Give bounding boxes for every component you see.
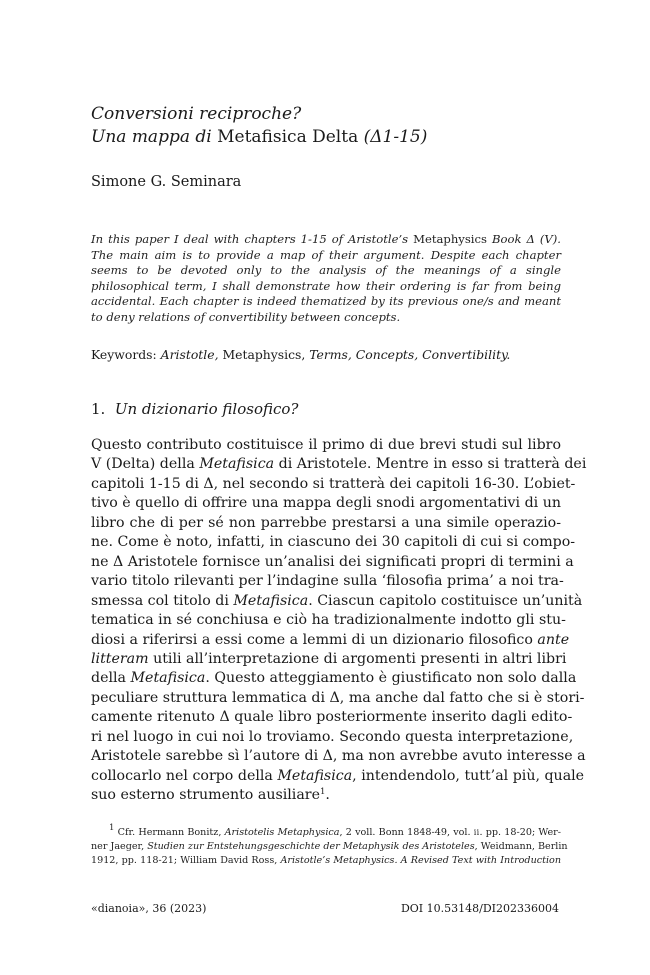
body-line: capitoli 1-15 di Δ, nel secondo si tratterà dei capitoli 16-30. L’obiet- — [91, 475, 576, 492]
body-line: Questo contributo costituisce il primo di due brevi studi sul libro — [91, 437, 561, 453]
body-line: peculiare struttura lemmatica di Δ, ma anche dal fatto che si è stori- — [91, 689, 585, 706]
footnote — [91, 823, 568, 869]
body-line: litteram utili all’interpretazione di argomenti presenti in altri libri — [91, 650, 567, 667]
body-line: suo esterno strumento ausiliare$^1$. — [91, 787, 330, 804]
body-line: camente ritenuto Δ quale libro posteriormente inserito dagli edito- — [91, 709, 573, 726]
footnote-line: 1912, pp. 118-21; William David Ross, Aristotle’s Metaphysics. A Revised Text with Introduction — [91, 855, 562, 867]
footnote-line: ner Jaeger, Studien zur Entstehungsgeschichte der Metaphysik des Aristoteles, Weidmann, Berlin — [91, 841, 568, 853]
body-line: ri nel luogo in cui noi lo troviamo. Secondo questa interpretazione, — [91, 728, 574, 745]
body-line: tivo è quello di offrire una mappa degli snodi argomentativi di un — [91, 495, 561, 512]
footnote-reference[interactable]: 1 — [319, 787, 326, 798]
journal-citation: «dianoia», 36 (2023) — [91, 902, 207, 915]
abstract-work: Metaphysics — [413, 232, 487, 246]
footnote-mark: 1 — [109, 823, 115, 833]
body-line: ne. Come è noto, infatti, in ciascuno dei 30 capitoli di cui si compo- — [91, 534, 576, 551]
section-heading — [91, 400, 298, 418]
body-line: smessa col titolo di Metafisica. Ciascun capitolo costituisce un’unità — [91, 592, 583, 609]
body-paragraph — [91, 436, 587, 806]
body-line: Aristotele sarebbe sì l’autore di Δ, ma non avrebbe avuto interesse a — [91, 748, 586, 765]
section-title: Un dizionario filosofico? — [114, 400, 299, 418]
section-number: 1. — [91, 400, 106, 418]
title-line-2: Una mappa di Metafisica Delta (Δ1-15) — [91, 127, 428, 147]
body-line: vario titolo rilevanti per l’indagine sulla ‘filosofia prima’ a noi tra- — [91, 573, 564, 590]
body-line: collocarlo nel corpo della Metafisica, intendendolo, tutt’al più, quale — [91, 767, 585, 784]
body-line: tematica in sé conchiusa e ciò ha tradizionalmente indotto gli stu- — [91, 612, 566, 629]
body-line: libro che di per sé non parrebbe prestarsi a una simile operazio- — [91, 514, 561, 531]
body-line: ne Δ Aristotele fornisce un’analisi dei significati propri di termini a — [91, 553, 574, 570]
author-name: Simone G. Seminara — [91, 174, 242, 190]
keywords-label: Keywords: — [91, 347, 161, 362]
body-line: diosi a riferirsi a essi come a lemmi di un dizionario filosofico ante — [91, 631, 570, 648]
keywords: Keywords: Aristotle, Metaphysics, Terms, Concepts, Convertibility. — [91, 347, 511, 362]
footnote-line: $^1$ Cfr. Hermann Bonitz, Aristotelis Metaphysica, 2 voll. Bonn 1848-49, vol. ii. pp. 18-20; Wer- — [109, 823, 561, 838]
title-work: Metafisica Delta — [217, 127, 359, 147]
body-line: V (Delta) della Metafisica di Aristotele. Mentre in esso si tratterà dei — [91, 456, 587, 473]
body-line: della Metafisica. Questo atteggiamento è giustificato non solo dalla — [91, 670, 577, 687]
doi-link[interactable]: DOI 10.53148/DI202336004 — [400, 902, 559, 915]
abstract: In this paper I deal with chapters 1-15 of Aristotle’s Metaphysics Book Δ (V). The main aim is to provide a map of their argument. Despite each chapter seems to be devoted only to the analysis of the meanings of a single philosophical term, I shall demonstrate how their ordering is far from being accidental. Each chapter is indeed thematized by its previous one/s and meant to deny relations of convertibility between concepts. — [91, 232, 561, 324]
article-title — [91, 103, 561, 149]
title-line-1: Conversioni reciproche? — [91, 104, 302, 124]
